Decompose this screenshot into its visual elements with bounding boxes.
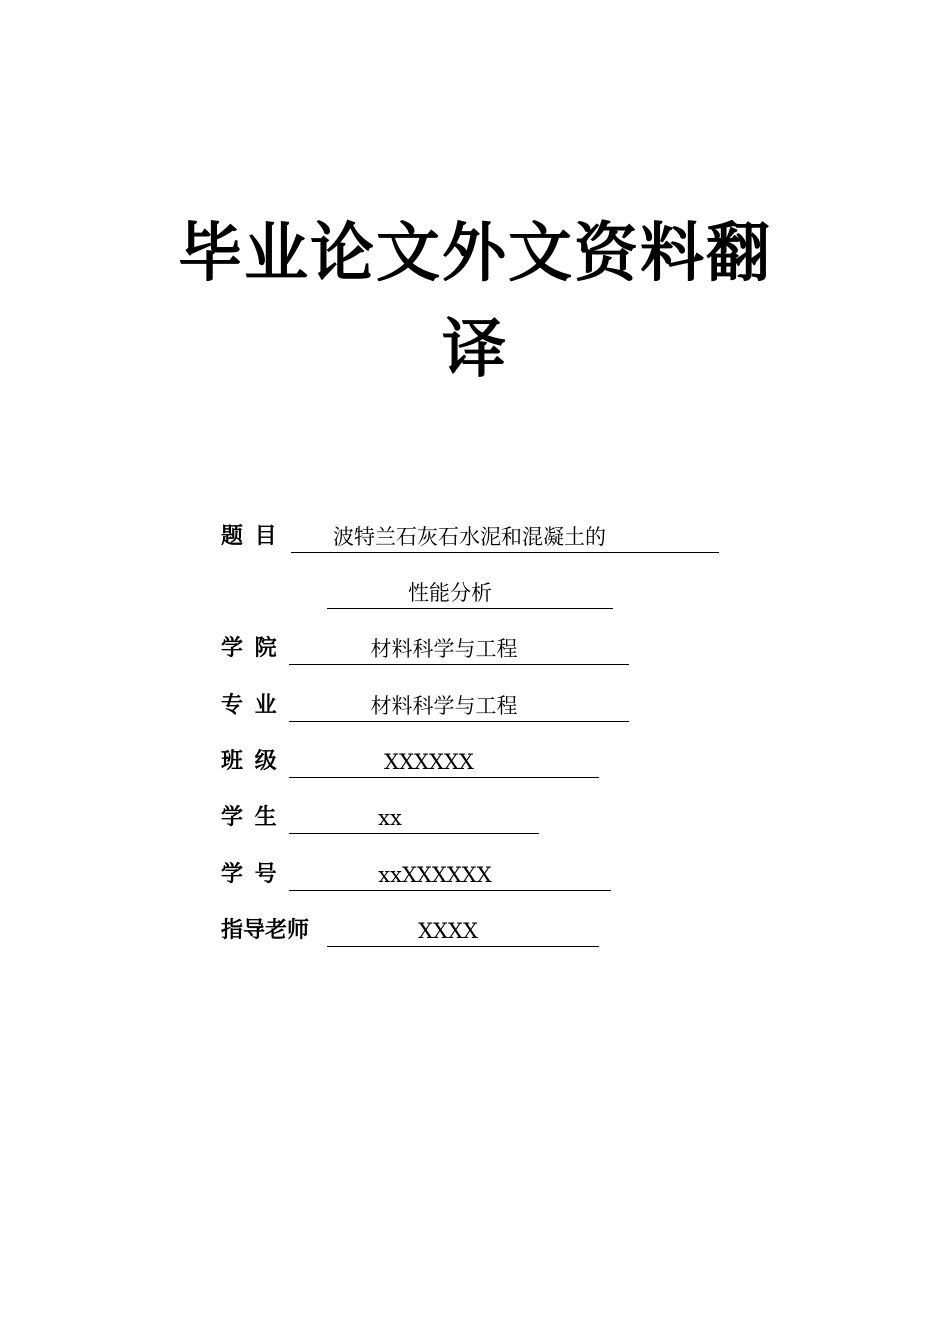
college-value: 材料科学与工程: [370, 637, 518, 661]
advisor-value: XXXX: [418, 919, 478, 943]
advisor-field: [221, 914, 611, 948]
class-value-line: [289, 745, 599, 778]
topic-value-text-2: 性能分析: [408, 581, 492, 605]
student-id-label: 学 号: [221, 862, 279, 887]
title-line-1: 毕业论文外文资料翻: [178, 217, 772, 291]
topic-field-continued: [221, 576, 621, 610]
topic-value-line-2: [327, 576, 613, 609]
student-field: [221, 801, 551, 835]
student-value: xx: [378, 806, 402, 830]
class-label: 班 级: [221, 749, 279, 774]
student-value-line: [289, 801, 539, 834]
college-value-line: [289, 632, 629, 665]
document-title: [0, 206, 950, 398]
topic-value-line-1: [291, 520, 719, 553]
student-id-value: xxXXXXXX: [378, 863, 492, 887]
advisor-label: 指导老师: [221, 918, 310, 943]
college-field: [221, 632, 641, 666]
college-label: 学 院: [221, 636, 279, 661]
major-label: 专 业: [221, 693, 279, 718]
student-label: 学 生: [221, 805, 279, 830]
topic-field: [221, 520, 741, 554]
title-line-2: 译: [442, 313, 508, 387]
topic-label: 题 目: [221, 524, 279, 549]
advisor-value-line: [327, 914, 599, 947]
class-field: [221, 745, 611, 779]
major-value: 材料科学与工程: [370, 694, 518, 718]
student-id-field: [221, 858, 621, 892]
student-id-value-line: [289, 858, 611, 891]
major-field: [221, 689, 641, 723]
class-value: XXXXXX: [384, 750, 474, 774]
major-value-line: [289, 689, 629, 722]
topic-value-text-1: 波特兰石灰石水泥和混凝土的: [333, 525, 606, 549]
